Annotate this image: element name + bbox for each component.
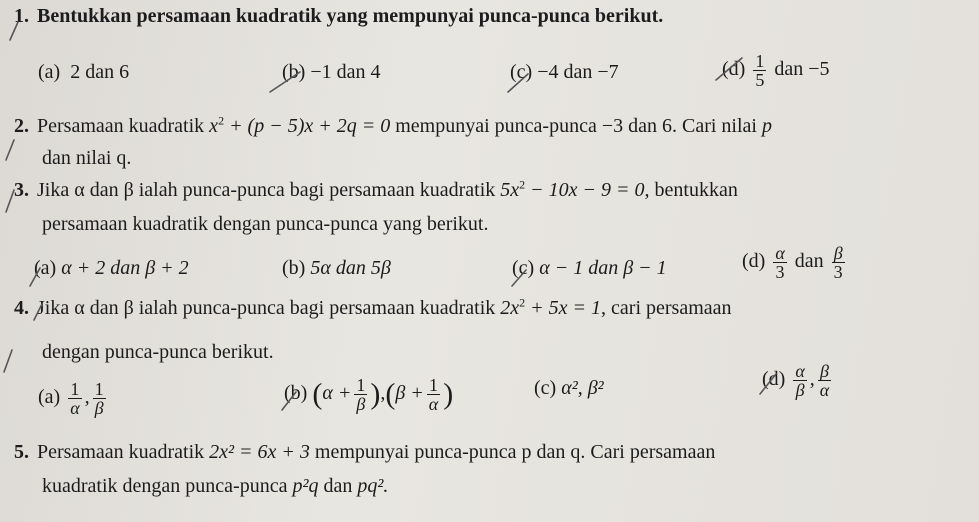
fraction: $\frac{\beta}{3}$	[833, 243, 843, 282]
tick-mark	[760, 374, 776, 394]
tick-mark	[282, 392, 296, 410]
q4-option-c: (c) α², β²	[534, 377, 604, 399]
fraction: $\frac{1}{\alpha}$	[428, 375, 439, 414]
q1-option-d: (d) $\frac{1}{5}$ dan −5	[722, 51, 830, 90]
question-4-line2: dengan punca-punca berikut.	[42, 341, 274, 363]
question-5-stem: 5. Persamaan kuadratik 2x² = 6x + 3 mempunyai punca-punca p dan q. Cari persamaan	[14, 441, 716, 463]
fraction: $\frac{\beta}{\alpha}$	[819, 361, 830, 400]
q4-option-b: (b) (α + $\frac{1}{\beta}$ ),(β + $\frac{1}{\alpha}$ )	[284, 375, 454, 414]
q1-option-a: (a) 2 dan 6	[38, 61, 130, 83]
fraction: $\frac{1}{5}$	[755, 51, 765, 90]
fraction: $\frac{1}{\alpha}$	[70, 379, 80, 418]
fraction: $\frac{1}{\beta}$	[356, 375, 366, 414]
question-number: 1.	[14, 5, 29, 27]
tick-mark	[30, 268, 40, 286]
tick-mark	[6, 190, 14, 212]
tick-mark	[6, 140, 14, 160]
question-3-stem: 3. Jika α dan β ialah punca-punca bagi persamaan kuadratik $5x^2 - 10x - 9 = 0$, bentukkan	[14, 177, 738, 201]
question-5-line2: kuadratik dengan punca-punca p²q dan pq².	[42, 475, 389, 497]
q3-option-d: (d) $\frac{\alpha}{3}$ dan $\frac{\beta}{3}$	[742, 243, 843, 282]
q3-option-a: (a) α + 2 dan β + 2	[34, 257, 189, 279]
q3-option-c: (c) α − 1 dan β − 1	[512, 257, 667, 279]
fraction: $\frac{\alpha}{\beta}$	[795, 361, 805, 400]
question-2-line2: dan nilai q.	[42, 147, 132, 169]
question-2-stem: 2. Persamaan kuadratik $x^2 + (p - 5)x + 2q = 0$ mempunyai punca-punca −3 dan 6. Cari nilai p	[14, 113, 772, 137]
q4-option-d: (d) $\frac{\alpha}{\beta}$ , $\frac{\beta}{\alpha}$	[762, 361, 830, 400]
q1-option-c: (c) −4 dan −7	[510, 61, 619, 83]
question-3-line2: persamaan kuadratik dengan punca-punca yang berikut.	[42, 213, 489, 235]
question-text: Bentukkan persamaan kuadratik yang mempunyai punca-punca berikut.	[37, 5, 664, 27]
question-4-stem: 4. Jika α dan β ialah punca-punca bagi persamaan kuadratik $2x^2 + 5x = 1$, cari persamaan	[14, 295, 732, 319]
tick-mark	[4, 350, 12, 372]
q1-option-b: (b) −1 dan 4	[282, 61, 381, 83]
tick-mark	[512, 270, 526, 286]
tick-mark	[10, 22, 18, 40]
q3-option-b: (b) 5α dan 5β	[282, 257, 391, 279]
tick-mark	[716, 58, 742, 80]
tick-mark	[508, 74, 528, 92]
tick-mark	[270, 72, 300, 92]
fraction: $\frac{1}{\beta}$	[94, 379, 104, 418]
tick-mark	[34, 304, 42, 320]
fraction: $\frac{\alpha}{3}$	[775, 243, 785, 282]
q4-option-a: (a) $\frac{1}{\alpha}$ , $\frac{1}{\beta}$	[38, 379, 104, 418]
